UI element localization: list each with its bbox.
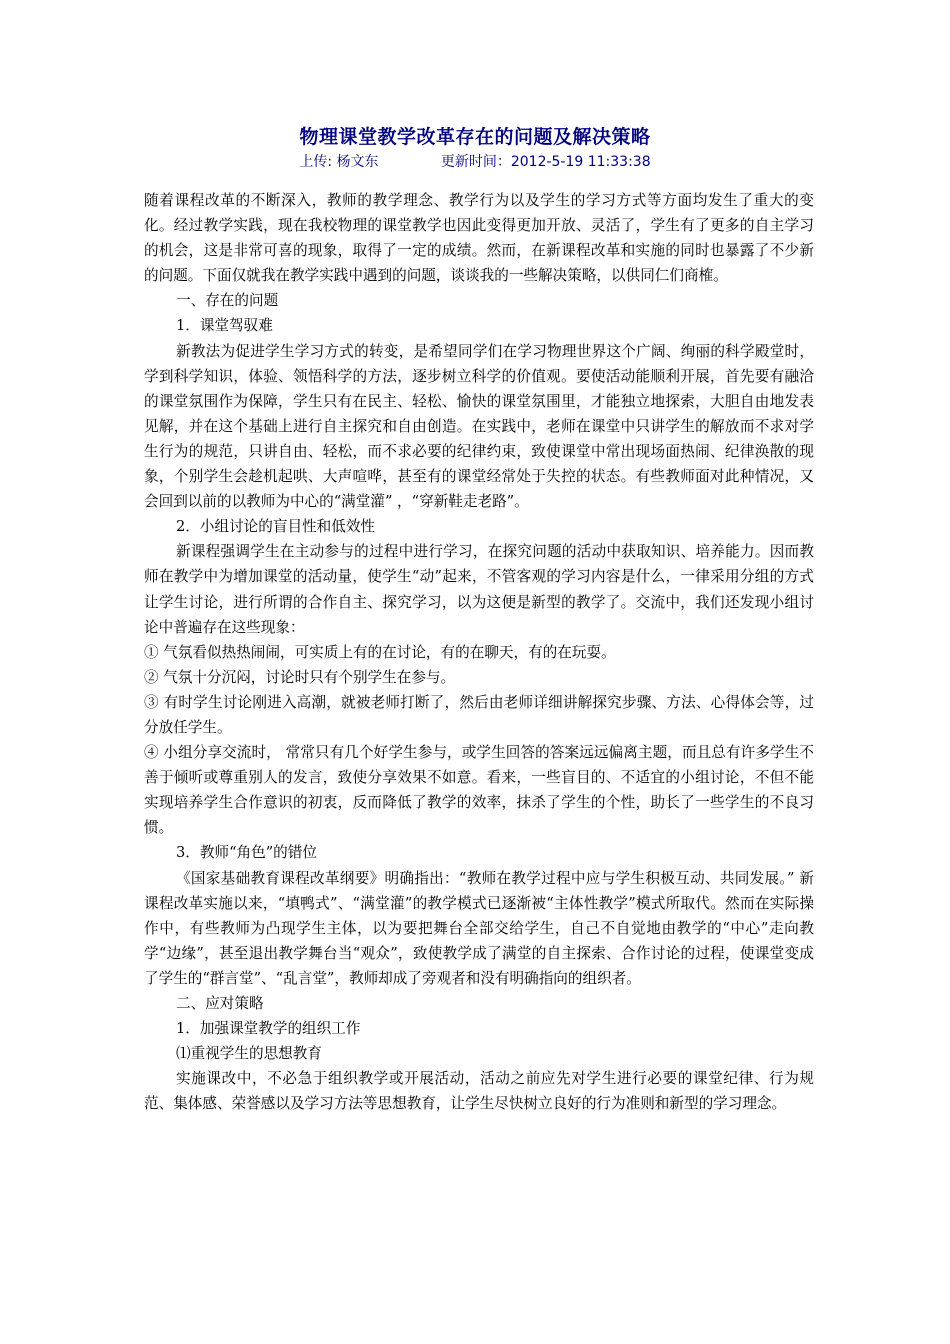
paragraph: 新教法为促进学生学习方式的转变，是希望同学们在学习物理世界这个广阔、绚丽的科学殿堂时，学到科学知识，体验、领悟科学的方法，逐步树立科学的价值观。要使活动能顺利开展，首先要有融洽的课堂氛围作为保障，学生只有在民主、轻松、愉快的课堂氛围里，才能独立地探索，大胆自由地发表见解，并在这个基础上进行自主探究和自由创造。在实践中，老师在课堂中只讲学生的解放而不求对学生行为的规范，只讲自由、轻松，而不求必要的纪律约束，致使课堂中常出现场面热闹、纪律涣散的现象，个别学生会趁机起哄、大声喧哗，甚至有的课堂经常处于失控的状态。有些教师面对此种情况，又会回到以前的以教师为中心的“满堂灌” ，“穿新鞋走老路”。 bbox=[144, 342, 814, 511]
paragraph: 实施课改中，不必急于组织教学或开展活动，活动之前应先对学生进行必要的课堂纪律、行为规范、集体感、荣誉感以及学习方法等思想教育，让学生尽快树立良好的行为准则和新型的学习理念。 bbox=[144, 1070, 814, 1113]
paragraph: 《国家基础教育课程改革纲要》明确指出：“教师在教学过程中应与学生积极互动、共同发展。” 新课程改革实施以来，“填鸭式”、“满堂灌”的教学模式已逐渐被“主体性教学”模式所取代。然而在实际操作中，有些教师为凸现学生主体，以为要把舞台全部交给学生，自己不自觉地由教学的“中心”走向教学“边缘”，甚至退出教学舞台当“观众”，致使教学成了满堂的自主探索、合作讨论的过程，使课堂变成了学生的“群言堂”、“乱言堂”，教师却成了旁观者和没有明确指向的组织者。 bbox=[144, 869, 814, 987]
paragraph: 2．小组讨论的盲目性和低效性 bbox=[176, 518, 376, 536]
paragraph: 1．课堂驾驭难 bbox=[176, 317, 273, 335]
paragraph: ① 气氛看似热热闹闹，可实质上有的在讨论，有的在聊天，有的在玩耍。 bbox=[144, 643, 616, 661]
paragraph: 一、存在的问题 bbox=[176, 292, 279, 310]
update-time: 更新时间：2012-5-19 11:33:38 bbox=[440, 154, 651, 170]
paragraph: 随着课程改革的不断深入，教师的教学理念、教学行为以及学生的学习方式等方面均发生了重大的变化。经过教学实践，现在我校物理的课堂教学也因此变得更加开放、灵活了，学生有了更多的自主学习的机会，这是非常可喜的现象，取得了一定的成绩。然而，在新课程改革和实施的同时也暴露了不少新的问题。下面仅就我在教学实践中遇到的问题，谈谈我的一些解决策略，以供同仁们商榷。 bbox=[144, 192, 814, 285]
paragraph: ⑴重视学生的思想教育 bbox=[176, 1045, 322, 1063]
paragraph: 1．加强课堂教学的组织工作 bbox=[176, 1020, 361, 1038]
paragraph: ④ 小组分享交流时， 常常只有几个好学生参与，或学生回答的答案远远偏离主题，而且总有许多学生不善于倾听或尊重别人的发言，致使分享效果不如意。看来，一些盲目的、不适宜的小组讨论，不但不能实现培养学生合作意识的初衷，反而降低了教学的效率，抹杀了学生的个性，助长了一些学生的不良习惯。 bbox=[144, 744, 814, 837]
article-meta bbox=[0, 151, 950, 171]
paragraph: ③ 有时学生讨论刚进入高潮，就被老师打断了，然后由老师详细讲解探究步骤、方法、心得体会等，过分放任学生。 bbox=[144, 693, 814, 736]
paragraph: ② 气氛十分沉闷，讨论时只有个别学生在参与。 bbox=[144, 668, 456, 686]
uploader-label: 上传: 杨文东 bbox=[299, 154, 379, 170]
page-title: 物理课堂教学改革存在的问题及解决策略 bbox=[299, 126, 651, 148]
paragraph: 二、应对策略 bbox=[176, 995, 264, 1012]
article-body bbox=[144, 188, 814, 1116]
paragraph: 3．教师“角色”的错位 bbox=[176, 844, 317, 862]
paragraph: 新课程强调学生在主动参与的过程中进行学习，在探究问题的活动中获取知识、培养能力。因而教师在教学中为增加课堂的活动量，使学生“动”起来，不管客观的学习内容是什么，一律采用分组的方式让学生讨论，进行所谓的合作自主、探究学习，以为这便是新型的教学了。交流中，我们还发现小组讨论中普遍存在这些现象： bbox=[144, 543, 814, 636]
